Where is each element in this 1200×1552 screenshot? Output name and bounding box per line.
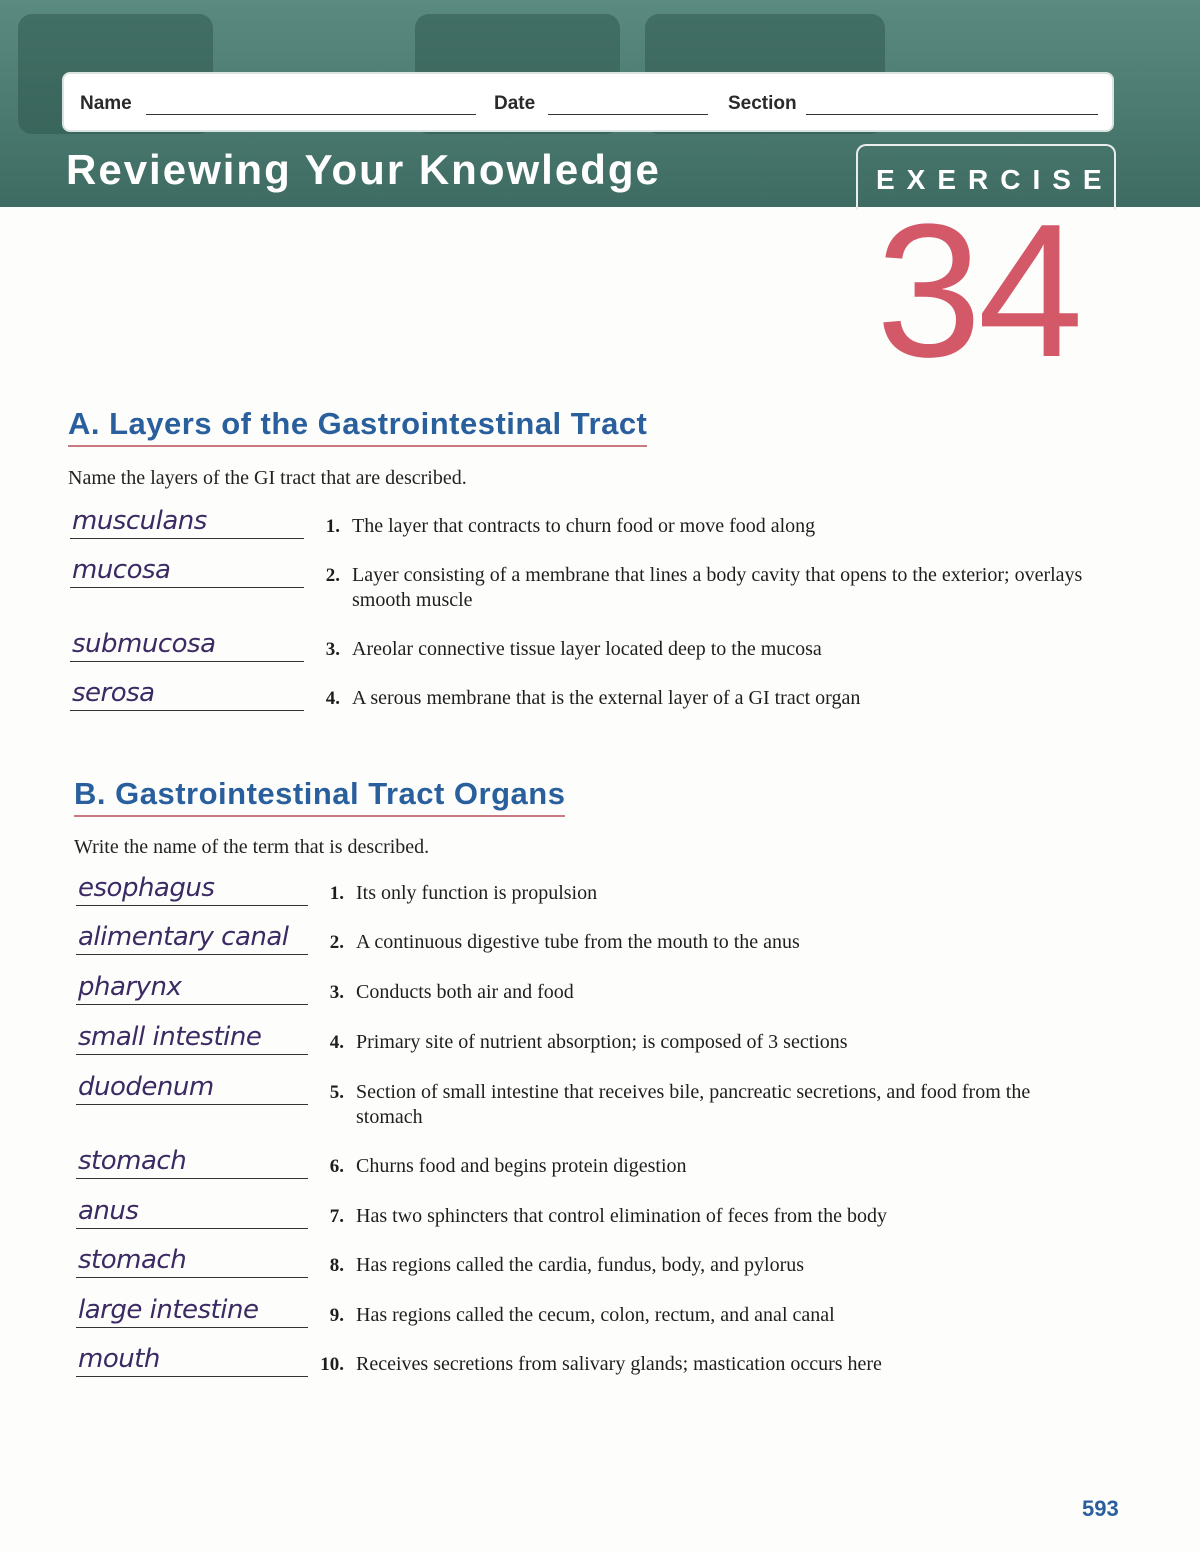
page-number: 593 (1082, 1496, 1119, 1521)
section-b-answer-blank (76, 1277, 308, 1278)
section-a-question-text: A serous membrane that is the external layer of a GI tract organ (352, 687, 861, 709)
section-b-handwritten-answer[interactable]: esophagus (78, 873, 215, 903)
section-b-answer-blank (76, 1376, 308, 1377)
section-a-instructions: Name the layers of the GI tract that are described. (68, 467, 467, 489)
section-a-question-text: Layer consisting of a membrane that lines a body cavity that opens to the exterior; overlays smooth muscle (352, 564, 1083, 611)
section-b-handwritten-answer[interactable]: stomach (78, 1146, 187, 1176)
section-b-answer-blank (76, 1104, 308, 1105)
section-b-question-number: 10. (320, 1354, 344, 1375)
section-b-question-number: 6. (329, 1156, 344, 1177)
section-b-handwritten-answer[interactable]: small intestine (78, 1022, 262, 1052)
exercise-number: 34 (876, 185, 1080, 397)
section-a-handwritten-answer[interactable]: serosa (72, 678, 155, 708)
section-b-question-number: 2. (329, 932, 344, 953)
section-a-question-number: 4. (325, 688, 340, 709)
section-b-answer-blank (76, 1054, 308, 1055)
section-b-question-number: 1. (329, 883, 344, 904)
date-field[interactable] (548, 114, 708, 115)
section-b-question-text: Its only function is propulsion (356, 882, 598, 904)
section-b-instructions: Write the name of the term that is described. (74, 836, 430, 858)
section-a-answer-blank (70, 587, 304, 588)
exercise-label: EXERCISE (876, 164, 1114, 195)
section-b-question-text: Has two sphincters that control elimination of feces from the body (356, 1205, 887, 1227)
section-b-question-number: 3. (329, 982, 344, 1003)
date-label: Date (494, 93, 536, 114)
section-b-answer-blank (76, 905, 308, 906)
name-field[interactable] (146, 114, 476, 115)
section-a-question-text: Areolar connective tissue layer located deep to the mucosa (352, 638, 822, 660)
section-b-heading: B. Gastrointestinal Tract Organs (74, 776, 565, 817)
section-b-handwritten-answer[interactable]: pharynx (78, 972, 182, 1002)
section-a-handwritten-answer[interactable]: musculans (72, 506, 207, 536)
section-a-question-number: 1. (325, 516, 340, 537)
section-b-answer-blank (76, 1228, 308, 1229)
section-b-question-number: 9. (329, 1305, 344, 1326)
section-a-heading: A. Layers of the Gastrointestinal Tract (68, 406, 647, 447)
section-a-answer-blank (70, 710, 304, 711)
section-b-question-text: Receives secretions from salivary glands; mastication occurs here (356, 1353, 882, 1375)
name-date-section-bar (62, 72, 1114, 132)
section-b-question-text: Churns food and begins protein digestion (356, 1155, 687, 1177)
section-b-question-text: Has regions called the cardia, fundus, body, and pylorus (356, 1254, 805, 1276)
section-b-question-number: 8. (329, 1255, 344, 1276)
section-b-question-text: Conducts both air and food (356, 981, 574, 1003)
section-b-handwritten-answer[interactable]: duodenum (78, 1072, 214, 1102)
page-title: Reviewing Your Knowledge (66, 146, 661, 193)
section-b-handwritten-answer[interactable]: large intestine (78, 1295, 259, 1325)
section-b-handwritten-answer[interactable]: anus (78, 1196, 139, 1226)
section-b-question-number: 7. (329, 1206, 344, 1227)
section-a-answer-blank (70, 661, 304, 662)
section-label: Section (728, 93, 797, 114)
section-b-question-text: Section of small intestine that receives bile, pancreatic secretions, and food from the stomach (356, 1081, 1031, 1128)
section-a-answer-blank (70, 538, 304, 539)
section-a-question-number: 2. (325, 565, 340, 586)
section-b-handwritten-answer[interactable]: mouth (78, 1344, 160, 1374)
section-a-question-number: 3. (325, 639, 340, 660)
section-b-answer-blank (76, 1327, 308, 1328)
section-b-answer-blank (76, 954, 308, 955)
section-b-question-number: 5. (329, 1082, 344, 1103)
section-b-answer-blank (76, 1178, 308, 1179)
section-b-handwritten-answer[interactable]: stomach (78, 1245, 187, 1275)
section-b-question-text: Primary site of nutrient absorption; is composed of 3 sections (356, 1031, 848, 1053)
section-a-handwritten-answer[interactable]: submucosa (72, 629, 216, 659)
section-a-question-text: The layer that contracts to churn food or move food along (352, 515, 816, 537)
section-b-handwritten-answer[interactable]: alimentary canal (78, 922, 289, 952)
section-field[interactable] (806, 114, 1098, 115)
section-b-question-number: 4. (329, 1032, 344, 1053)
section-b-answer-blank (76, 1004, 308, 1005)
section-b-question-text: Has regions called the cecum, colon, rectum, and anal canal (356, 1304, 835, 1326)
section-b-question-text: A continuous digestive tube from the mouth to the anus (356, 931, 800, 953)
name-label: Name (80, 93, 132, 114)
section-a-handwritten-answer[interactable]: mucosa (72, 555, 171, 585)
